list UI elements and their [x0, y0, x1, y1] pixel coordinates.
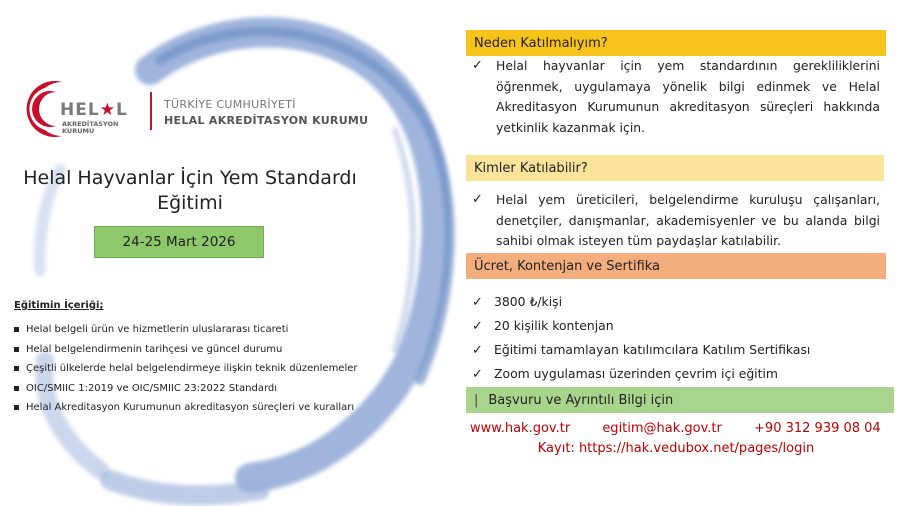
- who-text: Helal yem üreticileri, belgelendirme kuruluşu çalışanları, denetçiler, danışmanlar, akademisyenler ve bu alanda bilgi sahibi olmak isteyen tüm paydaşlar katılabilir.: [496, 192, 880, 248]
- logo: [22, 78, 369, 140]
- why-text: Helal hayvanlar için yem standardının gerekliliklerini öğrenmek, uygulamaya yönelik bilgi edinmek ve Helal Akreditasyon Kurumunun akreditasyon süreçleri hakkında yetkinlik kazanmak için.: [496, 58, 880, 135]
- content-item: OIC/SMIIC 1:2019 ve OIC/SMIIC 23:2022 Standardı: [14, 379, 358, 399]
- date-badge: 24-25 Mart 2026: [94, 226, 264, 258]
- apply-heading: [466, 387, 894, 413]
- fee-item: ✓ Zoom uygulaması üzerinden çevrim içi eğitim: [472, 362, 810, 386]
- why-paragraph: [472, 56, 880, 138]
- apply-heading-text: Başvuru ve Ayrıntılı Bilgi için: [488, 392, 674, 408]
- check-icon: ✓: [472, 192, 483, 207]
- why-heading: Neden Katılmalıyım?: [466, 30, 886, 56]
- org-line-1: TÜRKİYE CUMHURİYETİ: [164, 98, 296, 111]
- content-item: Helal belgelendirmenin tarihçesi ve güncel durumu: [14, 340, 358, 360]
- fee-item: ✓ 20 kişilik kontenjan: [472, 314, 810, 338]
- check-icon: ✓: [472, 58, 483, 73]
- fee-heading: Ücret, Kontenjan ve Sertifika: [466, 253, 886, 279]
- logo-divider: [150, 92, 152, 130]
- website-link[interactable]: www.hak.gov.tr: [470, 421, 571, 436]
- content-list: [14, 320, 358, 418]
- content-item: Helal belgeli ürün ve hizmetlerin uluslararası ticareti: [14, 320, 358, 340]
- fee-item: ✓ Eğitimi tamamlayan katılımcılara Katılım Sertifikası: [472, 338, 810, 362]
- check-icon: ✓: [472, 319, 483, 334]
- phone-link[interactable]: +90 312 939 08 04: [754, 421, 881, 436]
- apply-pipe: |: [474, 392, 479, 408]
- registration-link[interactable]: Kayıt: https://hak.vedubox.net/pages/login: [537, 441, 815, 456]
- contact-links: [470, 421, 881, 436]
- logo-wordmark: HEL★L: [60, 100, 128, 120]
- check-icon: ✓: [472, 295, 483, 310]
- training-title: Helal Hayvanlar İçin Yem Standardı Eğitimi: [23, 167, 357, 214]
- who-paragraph: [472, 190, 880, 252]
- check-icon: ✓: [472, 343, 483, 358]
- check-icon: ✓: [472, 367, 483, 382]
- logo-subtext: AKREDİTASYON KURUMU: [62, 120, 119, 135]
- fee-list: [472, 290, 810, 386]
- org-line-2: HELAL AKREDİTASYON KURUMU: [164, 114, 369, 127]
- who-heading: Kimler Katılabilir?: [466, 155, 884, 181]
- fee-item: ✓ 3800 ₺/kişi: [472, 290, 810, 314]
- content-item: Çeşitli ülkelerde helal belgelendirmeye ilişkin teknik düzenlemeler: [14, 359, 358, 379]
- email-link[interactable]: egitim@hak.gov.tr: [602, 421, 722, 436]
- content-heading: Eğitimin İçeriği;: [14, 300, 104, 311]
- content-item: Helal Akreditasyon Kurumunun akreditasyon süreçleri ve kuralları: [14, 398, 358, 418]
